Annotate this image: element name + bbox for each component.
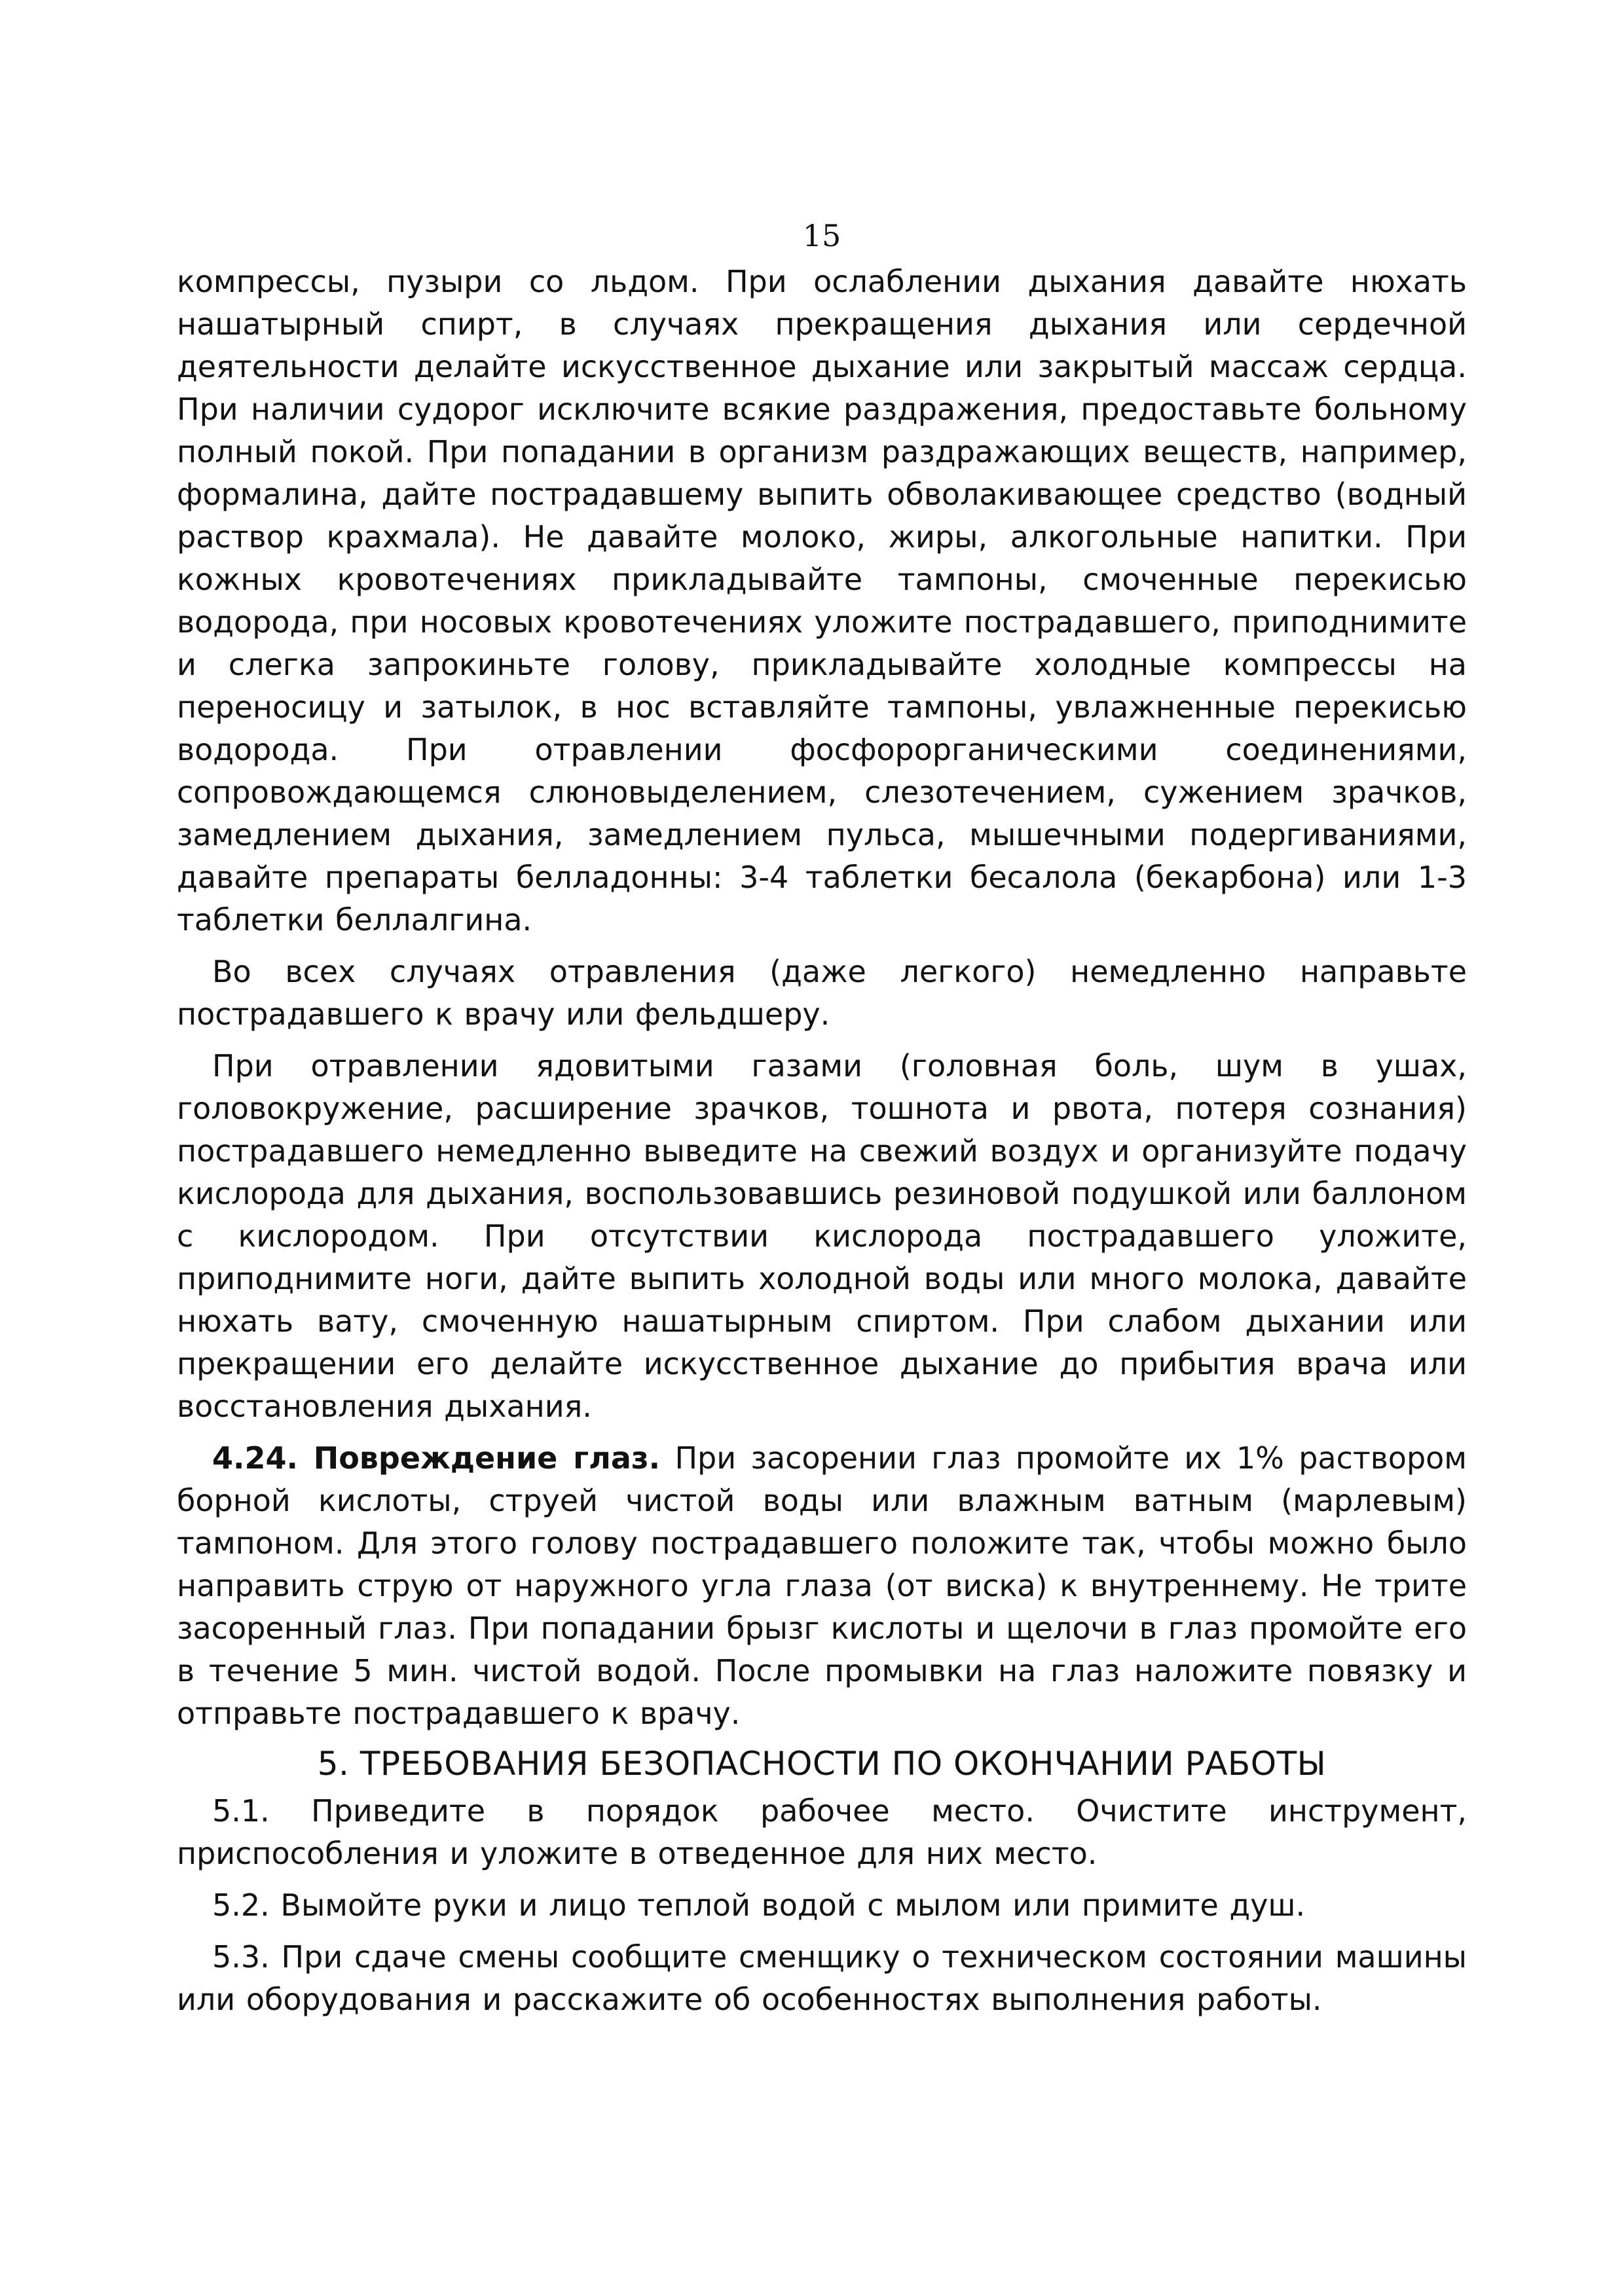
paragraph-poisoning-referral: Во всех случаях отравления (даже легкого) немедленно направьте пострадавшего к врачу или фельдшеру. (177, 954, 1467, 1032)
paragraph-5-3: 5.3. При сдаче смены сообщите сменщику о техническом состоянии машины или оборудования и расскажите об особенностях выполнения работы. (177, 1939, 1467, 2017)
page-number: 15 (802, 218, 841, 253)
paragraph-eye-injury (177, 1437, 1467, 1735)
eye-injury-heading: 4.24. Повреждение глаз. (212, 1440, 661, 1476)
section-heading-end-of-work: 5. ТРЕБОВАНИЯ БЕЗОПАСНОСТИ ПО ОКОНЧАНИИ РАБОТЫ (317, 1745, 1327, 1783)
paragraph-5-1: 5.1. Приведите в порядок рабочее место. Очистите инструмент, приспособления и уложите в отведенное для них место. (177, 1793, 1467, 1871)
eye-injury-text: При засорении глаз промойте их 1% раствором борной кислоты, струей чистой воды или влажным ватным (марлевым) тампоном. Для этого голову пострадавшего положите так, чтобы можно было направить струю от наружного угла глаза (от виска) к внутреннему. Не трите засоренный глаз. При попадании брызг кислоты и щелочи в глаз промойте его в течение 5 мин. чистой водой. После промывки на глаз наложите повязку и отправьте пострадавшего к врачу. (177, 1440, 1467, 1731)
document-page (177, 216, 1467, 2021)
paragraph-gas-poisoning: При отравлении ядовитыми газами (головная боль, шум в ушах, головокружение, расширение зрачков, тошнота и рвота, потеря сознания) пострадавшего немедленно выведите на свежий воздух и организуйте подачу кислорода для дыхания, воспользовавшись резиновой подушкой или баллоном с кислородом. При отсутствии кислорода пострадавшего уложите, приподнимите ноги, дайте выпить холодной воды или много молока, давайте нюхать вату, смоченную нашатырным спиртом. При слабом дыхании или прекращении его делайте искусственное дыхание до прибытия врача или восстановления дыхания. (177, 1048, 1467, 1424)
paragraph-5-2: 5.2. Вымойте руки и лицо теплой водой с мылом или примите душ. (212, 1887, 1306, 1923)
paragraph-first-aid-continued: компрессы, пузыри со льдом. При ослаблении дыхания давайте нюхать нашатырный спирт, в случаях прекращения дыхания или сердечной деятельности делайте искусственное дыхание или закрытый массаж сердца. При наличии судорог исключите всякие раздражения, предоставьте больному полный покой. При попадании в организм раздражающих веществ, например, формалина, дайте пострадавшему выпить обволакивающее средство (водный раствор крахмала). Не давайте молоко, жиры, алкогольные напитки. При кожных кровотечениях прикладывайте тампоны, смоченные перекисью водорода, при носовых кровотечениях уложите пострадавшего, приподнимите и слегка запрокиньте голову, прикладывайте холодные компрессы на переносицу и затылок, в нос вставляйте тампоны, увлажненные перекисью водорода. При отравлении фосфорорганическими соединениями, сопровождающемся слюновыделением, слезотечением, сужением зрачков, замедлением дыхания, замедлением пульса, мышечными подергиваниями, давайте препараты белладонны: 3-4 таблетки бесалола (бекарбона) или 1-3 таблетки беллалгина. (177, 264, 1467, 938)
